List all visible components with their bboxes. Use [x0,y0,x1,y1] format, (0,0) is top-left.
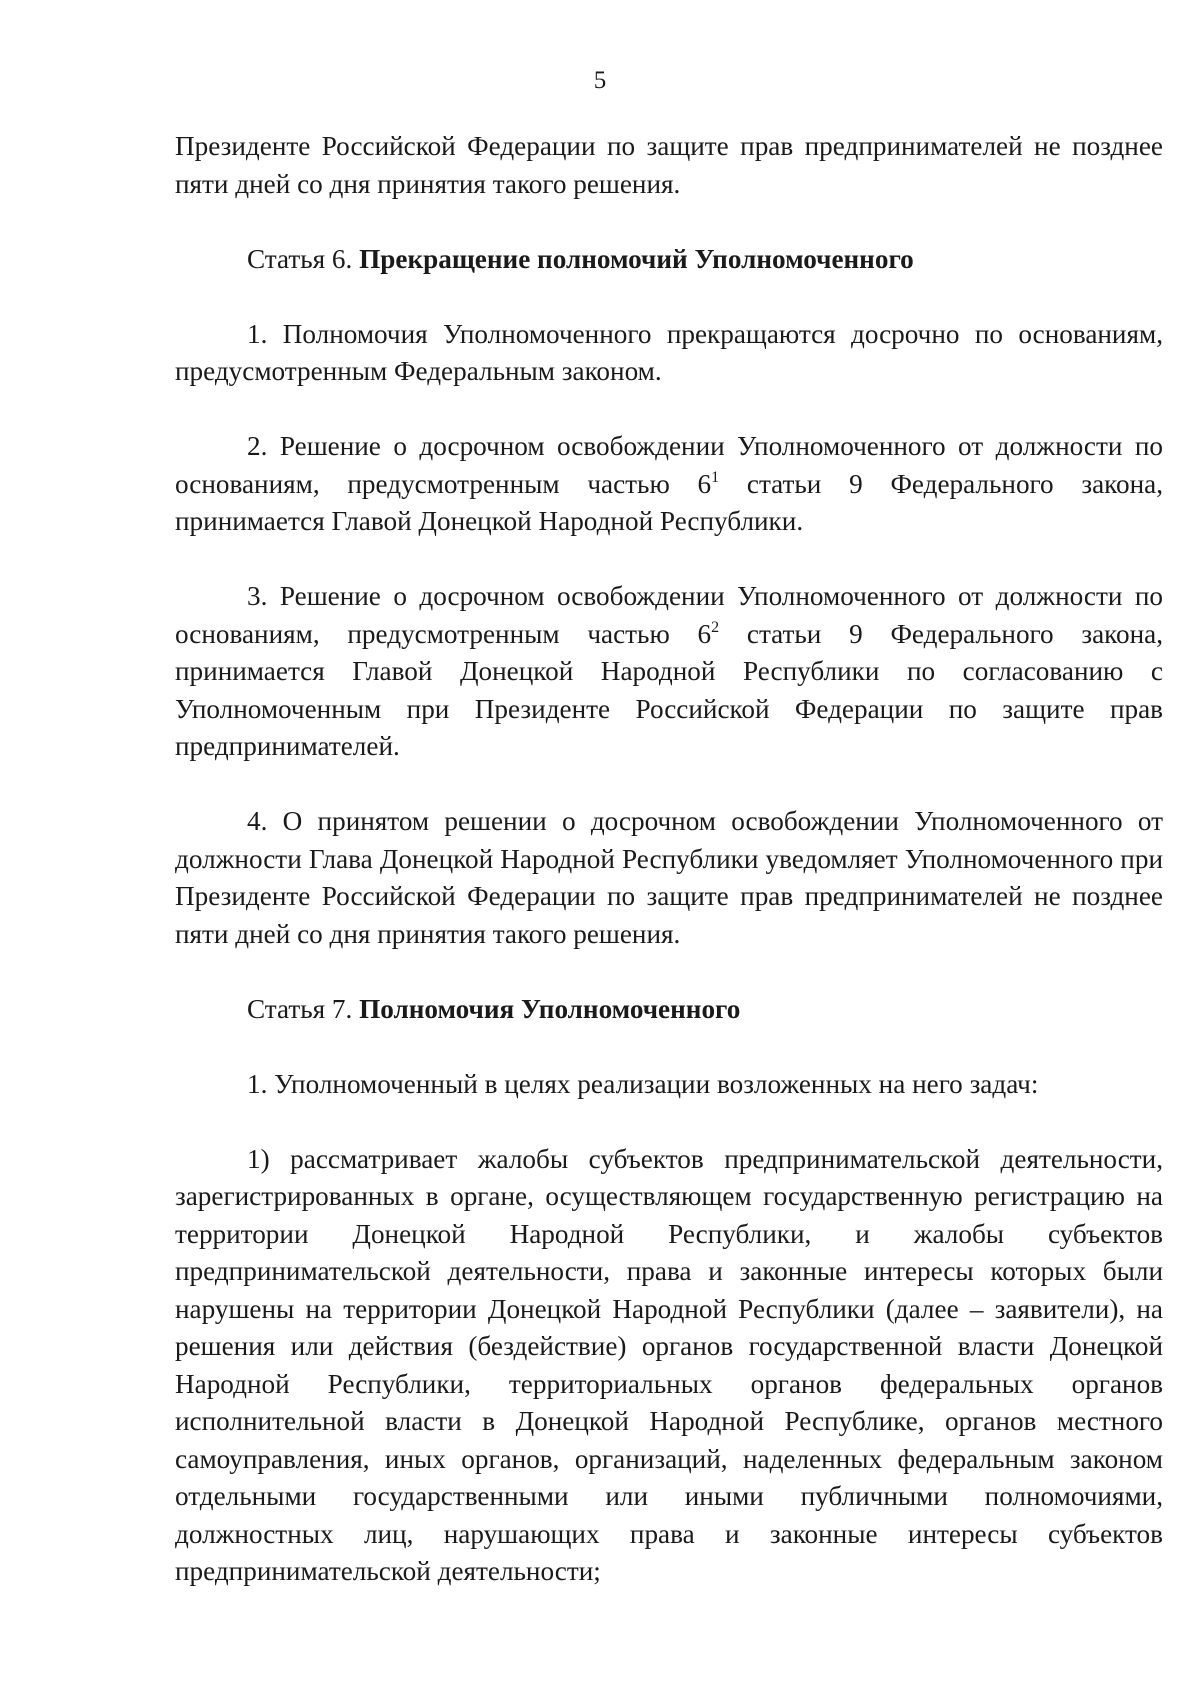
article-6-part-2-text-a: 2. Решение о досрочном освобождении Уполномоченного от должности по основаниям, предусмотренным частью 6 [175,431,1163,499]
article-6-heading [175,241,1163,279]
article-7-prefix: Статья 7. [247,993,353,1024]
article-6-part-2-superscript: 1 [711,468,720,486]
article-7-item-1: 1) рассматривает жалобы субъектов предпринимательской деятельности, зарегистрированных в органе, осуществляющем государственную регистрацию на территории Донецкой Народной Республики, и жалобы субъектов предпринимательской деятельности, права и законные интересы которых были нарушены на территории Донецкой Народной Республики (далее – заявители), на решения или действия (бездействие) органов государственной власти Донецкой Народной Республики, территориальных органов федеральных органов исполнительной власти в Донецкой Народной Республике, органов местного самоуправления, иных органов, организаций, наделенных федеральным законом отдельными государственными или иными публичными полномочиями, должностных лиц, нарушающих права и законные интересы субъектов предпринимательской деятельности; [175,1143,1163,1586]
article-6-part-1: 1. Полномочия Уполномоченного прекращаются досрочно по основаниям, предусмотренным Федеральным законом. [175,318,1163,386]
intro-paragraph: Президенте Российской Федерации по защите прав предпринимателей не позднее пяти дней со дня принятия такого решения. [175,131,1163,199]
article-6-prefix: Статья 6. [247,243,353,274]
article-6-part-3-text-b: статьи 9 Федерального закона, принимается Главой Донецкой Народной Республики по согласованию с Уполномоченным при Президенте Российской Федерации по защите прав предпринимателей. [175,618,1164,761]
article-7-heading [175,991,1163,1029]
article-6-part-2 [175,428,1163,541]
article-7-part-1: 1. Уполномоченный в целях реализации возложенных на него задач: [247,1068,1039,1099]
article-6-title: Прекращение полномочий Уполномоченного [359,243,914,274]
article-6-part-3 [175,578,1163,766]
article-6-part-3-superscript: 2 [711,618,720,636]
article-7-title: Полномочия Уполномоченного [359,993,741,1024]
article-6-part-3-text-a: 3. Решение о досрочном освобождении Уполномоченного от должности по основаниям, предусмотренным частью 6 [175,581,1163,649]
article-6-part-4: 4. О принятом решении о досрочном освобождении Уполномоченного от должности Глава Донецкой Народной Республики уведомляет Уполномоченного при Президенте Российской Федерации по защите прав предпринимателей не позднее пяти дней со дня принятия такого решения. [175,806,1163,949]
article-6-part-2-text-b: статьи 9 Федерального закона, принимается Главой Донецкой Народной Республики. [175,468,1164,536]
document-body [175,128,1163,1591]
page-number: 5 [593,67,607,94]
